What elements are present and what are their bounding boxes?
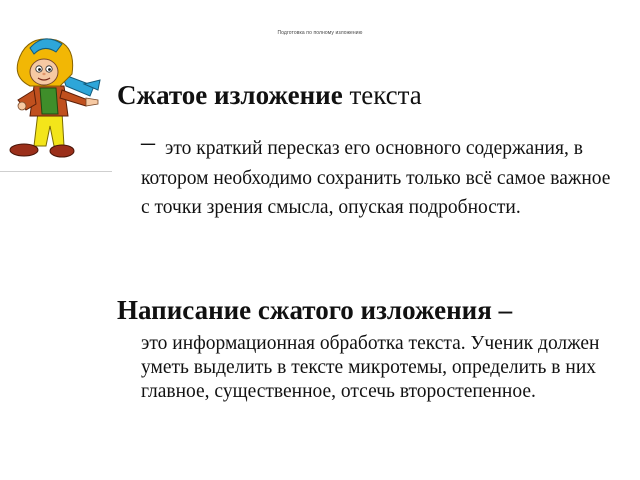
definition-compressed-summary [141,134,621,223]
heading-compressed-summary [117,78,422,112]
term-bold: Написание сжатого изложения [117,295,492,325]
illustration-underline [0,171,112,172]
term-rest: текста [342,80,422,110]
slide-caption: Подготовка по полному изложению [277,30,363,36]
heading-dash: – [491,295,513,325]
definition-text: это краткий пересказ его основного содержания, в котором необходимо сохранить только всё самое важное с точки зрения смысла, опуская подробности. [141,138,611,218]
cartoon-boy-illustration [0,34,112,172]
definition-writing-summary: это информационная обработка текста. Ученик должен уметь выделить в тексте микротемы, определить в них главное, существенное, отсечь второстепенное. [141,333,600,402]
heading-writing-summary [117,293,512,327]
term-bold: Сжатое изложение [117,80,343,110]
definition-dash: – [141,127,155,158]
